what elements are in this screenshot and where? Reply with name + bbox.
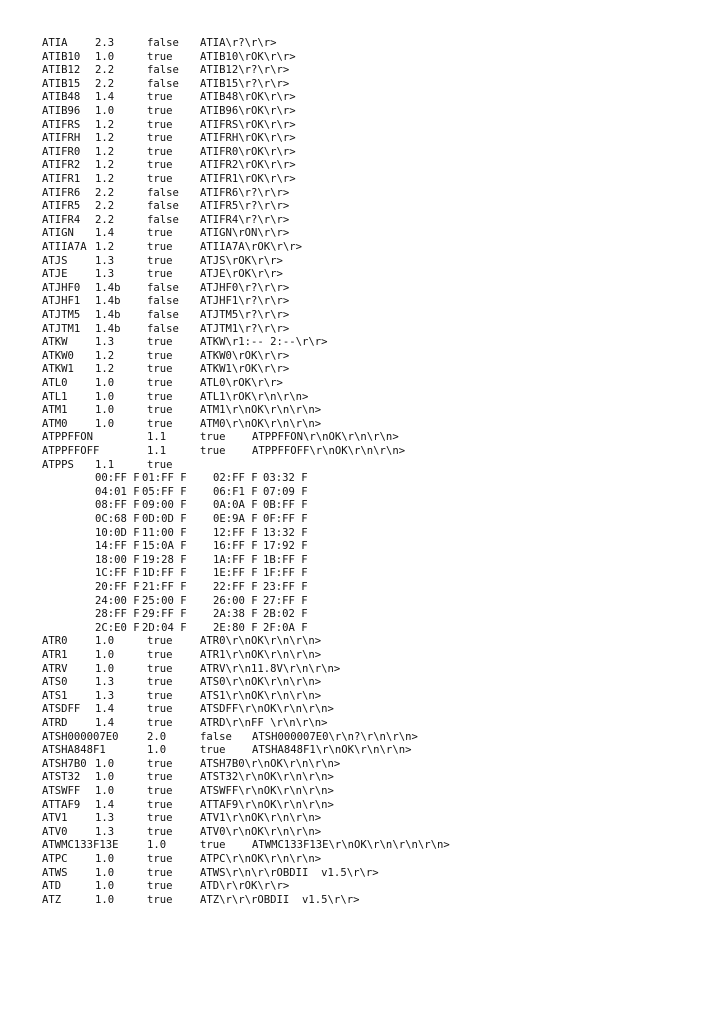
supported-cell: true (147, 159, 173, 172)
response-cell: ATJS\rOK\r\r> (200, 254, 283, 267)
byte-cell: 0B:FF F (263, 499, 308, 512)
version-cell: 1.4b (95, 309, 121, 321)
command-cell: ATIB15 (42, 77, 81, 90)
supported-cell: true (147, 771, 173, 784)
supported-cell: true (147, 458, 173, 471)
supported-cell: true (147, 853, 173, 865)
response-cell: ATSHA848F1\r\nOK\r\n\r\n> (252, 744, 412, 757)
supported-cell: false (147, 309, 179, 321)
supported-cell: true (147, 825, 173, 838)
supported-cell: true (147, 649, 173, 661)
version-cell: 1.2 (95, 118, 115, 131)
byte-cell: 14:FF F (95, 540, 140, 553)
version-cell: 1.4 (95, 798, 115, 811)
command-cell: ATIFR2 (42, 159, 81, 172)
command-cell: ATST32 (42, 771, 81, 784)
version-cell: 1.0 (95, 50, 115, 63)
byte-cell: 06:F1 F (213, 485, 258, 498)
byte-cell: 16:FF F (213, 540, 258, 553)
supported-cell: true (147, 363, 173, 376)
response-cell: ATIIA7A\rOK\r\r> (200, 241, 303, 253)
response-cell: ATSDFF\r\nOK\r\n\r\n> (200, 703, 334, 716)
response-cell: ATKW1\rOK\r\r> (200, 363, 290, 376)
byte-cell: 0D:0D F (142, 513, 187, 525)
supported-cell: true (147, 145, 173, 158)
command-cell: ATS1 (42, 689, 68, 702)
supported-cell: false (147, 77, 179, 90)
version-cell: 1.1 (147, 445, 167, 457)
supported-cell: true (147, 390, 173, 403)
response-cell: ATD\r\rOK\r\r> (200, 880, 290, 893)
byte-cell: 23:FF F (263, 581, 308, 593)
response-cell: ATIB15\r?\r\r> (200, 77, 290, 90)
byte-cell: 29:FF F (142, 608, 187, 621)
response-cell: ATIB96\rOK\r\r> (200, 105, 296, 117)
version-cell: 1.3 (95, 268, 115, 281)
command-cell: ATL0 (42, 377, 68, 389)
supported-cell: false (147, 322, 179, 335)
response-cell: ATL0\rOK\r\r> (200, 377, 283, 389)
supported-cell: true (147, 798, 173, 811)
command-cell: ATIFRH (42, 132, 81, 145)
byte-cell: 20:FF F (95, 581, 140, 593)
command-cell: ATSDFF (42, 703, 81, 716)
supported-cell: false (147, 281, 179, 294)
command-cell: ATIA (42, 37, 68, 49)
command-cell: ATJTM1 (42, 322, 81, 335)
byte-cell: 24:00 F (95, 594, 140, 607)
version-cell: 1.1 (95, 458, 115, 471)
command-cell: ATIB48 (42, 91, 81, 104)
byte-cell: 11:00 F (142, 526, 187, 539)
byte-cell: 21:FF F (142, 581, 187, 593)
byte-cell: 19:28 F (142, 553, 187, 566)
version-cell: 1.0 (95, 404, 115, 417)
byte-cell: 1E:FF F (213, 567, 258, 580)
supported-cell: true (147, 132, 173, 145)
version-cell: 1.2 (95, 173, 115, 185)
response-cell: ATPPFFOFF\r\nOK\r\n\r\n> (252, 445, 406, 457)
version-cell: 1.0 (95, 893, 115, 906)
supported-cell: true (147, 404, 173, 417)
byte-cell: 04:01 F (95, 485, 140, 498)
byte-cell: 07:09 F (263, 485, 308, 498)
response-cell: ATR1\r\nOK\r\n\r\n> (200, 649, 322, 661)
byte-cell: 0F:FF F (263, 513, 308, 525)
version-cell: 1.3 (95, 676, 115, 689)
response-cell: ATIB48\rOK\r\r> (200, 91, 296, 104)
version-cell: 1.2 (95, 132, 115, 145)
command-cell: ATPC (42, 853, 68, 865)
version-cell: 1.2 (95, 159, 115, 172)
response-cell: ATST32\r\nOK\r\n\r\n> (200, 771, 334, 784)
supported-cell: true (147, 866, 173, 879)
supported-cell: true (147, 635, 173, 648)
byte-cell: 01:FF F (142, 472, 187, 485)
version-cell: 1.0 (95, 785, 115, 797)
version-cell: 1.0 (95, 649, 115, 661)
supported-cell: true (147, 91, 173, 104)
version-cell: 1.0 (95, 105, 115, 117)
byte-cell: 15:0A F (142, 540, 187, 553)
supported-cell: true (147, 377, 173, 389)
command-cell: ATKW (42, 336, 68, 349)
supported-cell: true (147, 336, 173, 349)
supported-cell: true (147, 880, 173, 893)
byte-cell: 1C:FF F (95, 567, 140, 580)
response-cell: ATJTM1\r?\r\r> (200, 322, 290, 335)
command-cell: ATV0 (42, 825, 68, 838)
version-cell: 1.2 (95, 363, 115, 376)
command-cell: ATM1 (42, 404, 68, 417)
supported-cell: true (147, 417, 173, 430)
response-cell: ATTAF9\r\nOK\r\n\r\n> (200, 798, 334, 811)
version-cell: 1.4b (95, 322, 121, 335)
version-cell: 1.3 (95, 689, 115, 702)
response-cell: ATKW0\rOK\r\r> (200, 349, 290, 362)
version-cell: 1.0 (95, 866, 115, 879)
command-cell: ATSWFF (42, 785, 81, 797)
command-cell: ATSH7B0 (42, 757, 87, 770)
version-cell: 1.4 (95, 227, 115, 240)
supported-cell: true (147, 254, 173, 267)
command-cell: ATPPFFOFF (42, 445, 100, 457)
response-cell: ATIFRS\rOK\r\r> (200, 118, 296, 131)
byte-cell: 13:32 F (263, 526, 308, 539)
supported-cell: true (147, 50, 173, 63)
version-cell: 2.2 (95, 213, 115, 226)
version-cell: 1.4 (95, 717, 115, 729)
response-cell: ATM1\r\nOK\r\n\r\n> (200, 404, 322, 417)
response-cell: ATIGN\rON\r\r> (200, 227, 290, 240)
supported-cell: false (200, 730, 232, 743)
byte-cell: 02:FF F (213, 472, 258, 485)
response-cell: ATPC\r\nOK\r\n\r\n> (200, 853, 322, 865)
version-cell: 1.4b (95, 295, 121, 308)
byte-cell: 2A:38 F (213, 608, 258, 621)
version-cell: 1.3 (95, 336, 115, 349)
command-cell: ATKW1 (42, 363, 74, 376)
byte-cell: 27:FF F (263, 594, 308, 607)
byte-cell: 2F:0A F (263, 621, 308, 634)
command-cell: ATJHF0 (42, 281, 81, 294)
command-cell: ATKW0 (42, 349, 74, 362)
version-cell: 1.1 (147, 431, 167, 444)
command-cell: ATIFR6 (42, 186, 81, 199)
version-cell: 1.0 (95, 662, 115, 675)
version-cell: 1.2 (95, 145, 115, 158)
version-cell: 2.2 (95, 77, 115, 90)
response-cell: ATRD\r\nFF \r\n\r\n> (200, 717, 328, 729)
version-cell: 1.0 (95, 880, 115, 893)
version-cell: 1.0 (95, 390, 115, 403)
response-cell: ATWS\r\n\r\rOBDII v1.5\r\r> (200, 866, 379, 879)
command-cell: ATRD (42, 717, 68, 729)
supported-cell: true (147, 227, 173, 240)
byte-cell: 26:00 F (213, 594, 258, 607)
response-cell: ATRV\r\n11.8V\r\n\r\n> (200, 662, 341, 675)
command-cell: ATZ (42, 893, 62, 906)
command-cell: ATIFR1 (42, 173, 81, 185)
response-cell: ATJHF1\r?\r\r> (200, 295, 290, 308)
command-cell: ATIGN (42, 227, 74, 240)
supported-cell: false (147, 200, 179, 213)
response-cell: ATJHF0\r?\r\r> (200, 281, 290, 294)
response-cell: ATSH7B0\r\nOK\r\n\r\n> (200, 757, 341, 770)
supported-cell: false (147, 186, 179, 199)
version-cell: 1.0 (95, 635, 115, 648)
command-cell: ATR1 (42, 649, 68, 661)
byte-cell: 1A:FF F (213, 553, 258, 566)
supported-cell: true (147, 105, 173, 117)
response-cell: ATIFR4\r?\r\r> (200, 213, 290, 226)
supported-cell: true (200, 431, 226, 444)
byte-cell: 1F:FF F (263, 567, 308, 580)
version-cell: 1.4 (95, 703, 115, 716)
byte-cell: 00:FF F (95, 472, 140, 485)
command-cell: ATIB10 (42, 50, 81, 63)
byte-cell: 2B:02 F (263, 608, 308, 621)
command-cell: ATRV (42, 662, 68, 675)
command-cell: ATV1 (42, 812, 68, 825)
command-cell: ATWMC133F13E (42, 839, 119, 852)
supported-cell: true (147, 785, 173, 797)
command-cell: ATIFR0 (42, 145, 81, 158)
version-cell: 1.0 (95, 377, 115, 389)
command-cell: ATTAF9 (42, 798, 81, 811)
byte-cell: 17:92 F (263, 540, 308, 553)
supported-cell: true (147, 241, 173, 253)
response-cell: ATSH000007E0\r\n?\r\n\r\n> (252, 730, 418, 743)
byte-cell: 05:FF F (142, 485, 187, 498)
byte-cell: 0C:68 F (95, 513, 140, 525)
supported-cell: true (147, 757, 173, 770)
supported-cell: true (200, 744, 226, 757)
version-cell: 1.2 (95, 241, 115, 253)
response-cell: ATIFR6\r?\r\r> (200, 186, 290, 199)
byte-cell: 22:FF F (213, 581, 258, 593)
response-cell: ATJTM5\r?\r\r> (200, 309, 290, 321)
version-cell: 2.0 (147, 730, 167, 743)
response-cell: ATR0\r\nOK\r\n\r\n> (200, 635, 322, 648)
version-cell: 1.4b (95, 281, 121, 294)
version-cell: 2.2 (95, 186, 115, 199)
supported-cell: true (147, 676, 173, 689)
supported-cell: false (147, 213, 179, 226)
command-cell: ATIB96 (42, 105, 81, 117)
version-cell: 2.2 (95, 200, 115, 213)
version-cell: 1.3 (95, 825, 115, 838)
command-cell: ATSH000007E0 (42, 730, 119, 743)
supported-cell: true (200, 445, 226, 457)
version-cell: 1.3 (95, 254, 115, 267)
byte-cell: 18:00 F (95, 553, 140, 566)
supported-cell: true (147, 703, 173, 716)
command-cell: ATS0 (42, 676, 68, 689)
command-cell: ATM0 (42, 417, 68, 430)
version-cell: 1.0 (95, 417, 115, 430)
response-cell: ATIB10\rOK\r\r> (200, 50, 296, 63)
byte-cell: 2C:E0 F (95, 621, 140, 634)
command-cell: ATSHA848F1 (42, 744, 106, 757)
response-cell: ATIB12\r?\r\r> (200, 64, 290, 77)
version-cell: 1.0 (95, 771, 115, 784)
response-cell: ATS0\r\nOK\r\n\r\n> (200, 676, 322, 689)
command-cell: ATJE (42, 268, 68, 281)
command-cell: ATJHF1 (42, 295, 81, 308)
supported-cell: true (200, 839, 226, 852)
supported-cell: true (147, 812, 173, 825)
byte-cell: 28:FF F (95, 608, 140, 621)
supported-cell: true (147, 717, 173, 729)
byte-cell: 0E:9A F (213, 513, 258, 525)
version-cell: 1.2 (95, 349, 115, 362)
byte-cell: 03:32 F (263, 472, 308, 485)
response-cell: ATJE\rOK\r\r> (200, 268, 283, 281)
byte-cell: 0A:0A F (213, 499, 258, 512)
byte-cell: 08:FF F (95, 499, 140, 512)
byte-cell: 12:FF F (213, 526, 258, 539)
supported-cell: false (147, 37, 179, 49)
supported-cell: true (147, 349, 173, 362)
command-cell: ATJS (42, 254, 68, 267)
byte-cell: 25:00 F (142, 594, 187, 607)
version-cell: 1.0 (95, 757, 115, 770)
response-cell: ATIFRH\rOK\r\r> (200, 132, 296, 145)
command-cell: ATIFRS (42, 118, 81, 131)
response-cell: ATV1\r\nOK\r\n\r\n> (200, 812, 322, 825)
command-cell: ATPPS (42, 458, 74, 471)
version-cell: 1.0 (147, 839, 167, 852)
command-cell: ATD (42, 880, 62, 893)
supported-cell: true (147, 268, 173, 281)
response-cell: ATIFR2\rOK\r\r> (200, 159, 296, 172)
response-cell: ATIFR0\rOK\r\r> (200, 145, 296, 158)
byte-cell: 2D:04 F (142, 621, 187, 634)
command-cell: ATPPFFON (42, 431, 94, 444)
command-cell: ATJTM5 (42, 309, 81, 321)
command-cell: ATIFR4 (42, 213, 81, 226)
response-cell: ATIA\r?\r\r> (200, 37, 277, 49)
supported-cell: true (147, 893, 173, 906)
command-cell: ATIB12 (42, 64, 81, 77)
byte-cell: 1D:FF F (142, 567, 187, 580)
command-cell: ATL1 (42, 390, 68, 403)
response-cell: ATKW\r1:-- 2:--\r\r> (200, 336, 328, 349)
command-cell: ATIIA7A (42, 241, 87, 253)
command-cell: ATR0 (42, 635, 68, 648)
supported-cell: true (147, 662, 173, 675)
version-cell: 1.0 (147, 744, 167, 757)
byte-cell: 2E:80 F (213, 621, 258, 634)
command-cell: ATWS (42, 866, 68, 879)
version-cell: 2.2 (95, 64, 115, 77)
version-cell: 1.0 (95, 853, 115, 865)
version-cell: 1.3 (95, 812, 115, 825)
byte-cell: 1B:FF F (263, 553, 308, 566)
response-cell: ATZ\r\r\rOBDII v1.5\r\r> (200, 893, 360, 906)
response-cell: ATM0\r\nOK\r\n\r\n> (200, 417, 322, 430)
response-cell: ATL1\rOK\r\n\r\n> (200, 390, 309, 403)
response-cell: ATPPFFON\r\nOK\r\n\r\n> (252, 431, 399, 444)
supported-cell: true (147, 689, 173, 702)
supported-cell: false (147, 64, 179, 77)
response-cell: ATV0\r\nOK\r\n\r\n> (200, 825, 322, 838)
supported-cell: true (147, 118, 173, 131)
response-cell: ATIFR1\rOK\r\r> (200, 173, 296, 185)
response-cell: ATIFR5\r?\r\r> (200, 200, 290, 213)
version-cell: 1.4 (95, 91, 115, 104)
byte-cell: 10:0D F (95, 526, 140, 539)
supported-cell: false (147, 295, 179, 308)
version-cell: 2.3 (95, 37, 115, 49)
byte-cell: 09:00 F (142, 499, 187, 512)
command-cell: ATIFR5 (42, 200, 81, 213)
response-cell: ATSWFF\r\nOK\r\n\r\n> (200, 785, 334, 797)
supported-cell: true (147, 173, 173, 185)
response-cell: ATS1\r\nOK\r\n\r\n> (200, 689, 322, 702)
response-cell: ATWMC133F13E\r\nOK\r\n\r\n\r\n> (252, 839, 450, 852)
